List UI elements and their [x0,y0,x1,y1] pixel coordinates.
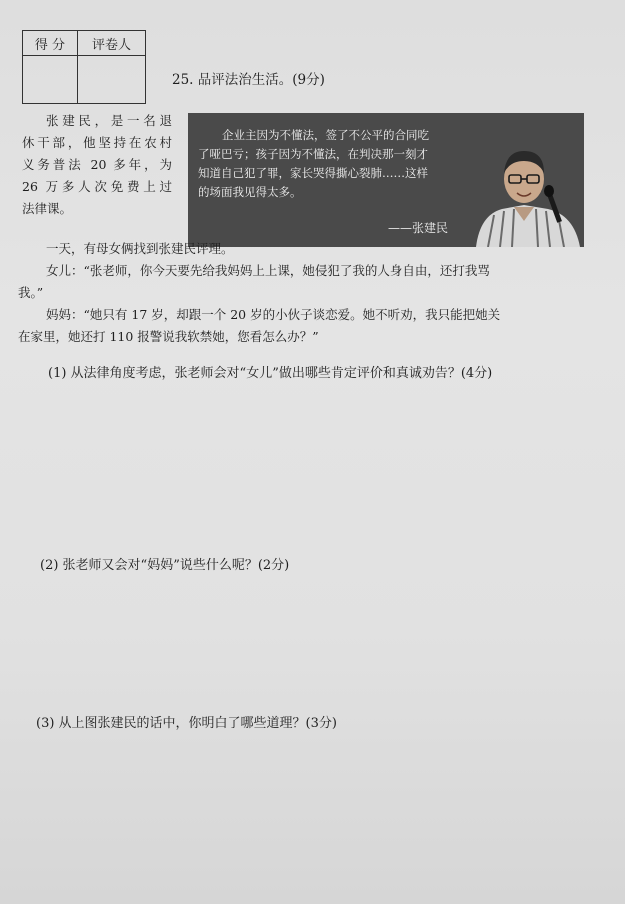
score-header: 得 分 [34,38,66,53]
quote-text [198,126,478,202]
intro-line: 义务普法 20 多年，为 [22,157,172,172]
story-line: 一天，有母女俩找到张建民评理。 [46,241,234,256]
quote-box [188,113,584,247]
sub-question-3: (3) 从上图张建民的话中，你明白了哪些道理？(3分) [36,716,337,731]
answer-area-1[interactable] [20,388,605,548]
portrait-photo-icon [466,135,584,247]
quote-attribution: ——张建民 [388,221,449,235]
quote-line: 的场面我见得太多。 [198,185,302,199]
grader-header: 评卷人 [91,38,131,53]
intro-line: 休干部，他坚持在农村 [22,135,172,150]
quote-line: 企业主因为不懂法，签了不公平的合同吃 [222,128,429,142]
score-table [22,30,146,104]
quote-line: 了哑巴亏；孩子因为不懂法，在判决那一刻才 [198,147,428,161]
answer-area-3[interactable] [20,738,605,888]
intro-line: 法律课。 [22,201,73,216]
quote-line: 知道自己犯了罪，家长哭得撕心裂肺……这样 [198,166,428,180]
intro-line: 张建民，是一名退 [46,113,172,128]
intro-paragraph [22,110,172,220]
sub-question-1: (1) 从法律角度考虑，张老师会对“女儿”做出哪些肯定评价和真诚劝告？(4分) [48,366,493,381]
daughter-speech-cont: 我。” [18,285,44,300]
answer-area-2[interactable] [20,580,605,706]
question-title: 25. 品评法治生活。(9分) [172,72,325,88]
daughter-speech: 女儿：“张老师，你今天要先给我妈妈上上课，她侵犯了我的人身自由，还打我骂 [46,263,490,278]
intro-line: 26 万多人次免费上过 [22,179,172,194]
mother-speech: 妈妈：“她只有 17 岁，却跟一个 20 岁的小伙子谈恋爱。她不听劝，我只能把她关 [46,307,501,322]
mother-speech-cont: 在家里，她还打 110 报警说我软禁她，您看怎么办？” [18,329,319,344]
table-divider-horizontal [23,55,145,56]
sub-question-2: (2) 张老师又会对“妈妈”说些什么呢？(2分) [40,558,290,573]
